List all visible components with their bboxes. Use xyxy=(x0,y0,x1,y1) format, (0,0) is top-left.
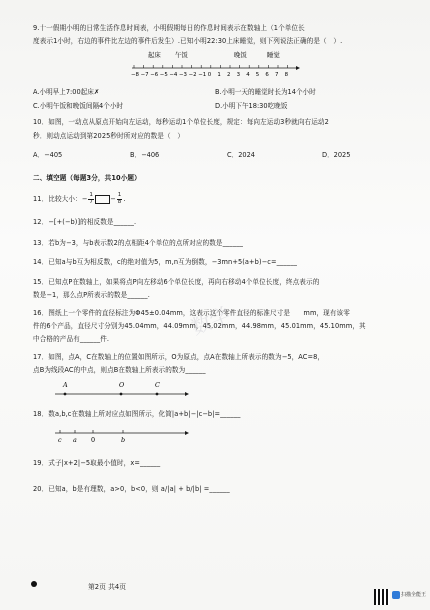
q9-tick-label: 4 xyxy=(246,72,250,78)
section-title: 二、填空题（每题3分，共10小题） xyxy=(33,174,141,182)
q18-label-a: a xyxy=(73,436,77,444)
q9-tick-label: 1 xyxy=(217,72,221,78)
q10-line2: 秒．则动点运动到第2025秒时所对应的数是（ ） xyxy=(33,132,185,140)
q12: 12．−[+(−b)]的相反数是______. xyxy=(33,218,137,226)
q20: 20．已知a，b是有理数，a>0，b<0，则 a/|a| + b/|b| =______ xyxy=(33,485,230,493)
q11-answer-box xyxy=(95,195,110,204)
q9-tick-label: 2 xyxy=(227,72,231,78)
q9-tick-label: 3 xyxy=(236,72,241,78)
q11-frac1: $\frac{1}{7}$ xyxy=(89,192,94,205)
q9-option-d: D.小明下午18:30吃晚饭 xyxy=(215,102,288,110)
q10-option-b: B．−406 xyxy=(130,151,160,159)
q15-line2: 数是−1，那么点P所表示的数是______. xyxy=(33,291,150,299)
q9-tick-label: −5 xyxy=(159,72,168,78)
q18-label-c: c xyxy=(58,436,62,444)
scanner-watermark: 扫描全能王 xyxy=(401,592,427,598)
q9-tick-label: −3 xyxy=(179,72,187,78)
q9-tick-label: −4 xyxy=(169,72,178,78)
q9-option-b: B.小明一天的睡觉时长为14个小时 xyxy=(215,88,316,96)
q9-label-dinner: 晚饭 xyxy=(234,51,247,59)
q9-tick-label: 5 xyxy=(255,72,260,78)
q9-tick-label: 6 xyxy=(265,72,269,78)
q9-option-c: C.小明午饭和晚饭间隔4个小时 xyxy=(33,102,124,110)
q9-label-lunch: 午饭 xyxy=(175,51,188,59)
q17-label-o: O xyxy=(119,381,125,389)
q18-line1: 18．数a,b,c在数轴上所对应点如图所示，化简|a+b|−|c−b|=______ xyxy=(33,410,241,418)
q9-label-wake: 起床 xyxy=(148,51,161,59)
q19: 19．式子|x+2|−5取最小值时，x=______ xyxy=(33,459,161,467)
q16-line3: 中合格的产品有______件. xyxy=(33,335,110,343)
q9-tick-label: −2 xyxy=(188,72,197,78)
q17-label-c: C xyxy=(155,381,160,389)
q9-tick-label: −8 xyxy=(131,72,139,78)
q9-number-line xyxy=(130,50,300,82)
q17-number-line xyxy=(55,380,195,402)
q9-tick-label: −1 xyxy=(198,72,207,78)
q9-tick-label: 7 xyxy=(275,72,279,78)
binding-hole xyxy=(31,581,37,587)
q10-option-c: C．2024 xyxy=(227,151,255,159)
q11-prefix: 11．比较大小：− xyxy=(33,195,88,204)
q13: 13．若b为−3，与b表示数2的点相距4个单位的点所对应的数是______ xyxy=(33,239,244,247)
q9-label-sleep: 睡觉 xyxy=(267,51,280,59)
q10-option-a: A．−405 xyxy=(33,151,63,159)
q14: 14．已知a与b互为相反数，c的绝对值为5，m,n互为倒数，−3mn+5(a+b)−c=______ xyxy=(33,258,297,266)
q10-line1: 10．如图，一动点从原点开始向左运动，每秒运动1个单位长度，规定：每向左运动3秒就向右运动2 xyxy=(33,118,329,126)
q11: 11．比较大小：− $\frac{1}{7}$ − $\frac{1}{8}$ . xyxy=(33,192,126,205)
q16-line2: 件的6个产品，直径尺寸分别为45.04mm，44.09mm，45.02mm，44.98mm，45.01mm，45.10mm，其 xyxy=(33,322,366,330)
q18-label-0: 0 xyxy=(91,436,96,444)
q9-tick-label: 0 xyxy=(207,72,212,78)
q15-line1: 15．已知点P在数轴上，如果将点P向左移动6个单位长度，再向右移动4个单位长度，终点表示的 xyxy=(33,278,320,286)
page-number: 第2页 共4页 xyxy=(88,583,126,591)
q10-option-d: D．2025 xyxy=(322,151,351,159)
q9-line2: 度表示1小时，右边的事件比左边的事件后发生）.已知小明22:30上床睡觉，则下列说法正确的是（ ）. xyxy=(33,37,343,45)
q9-line1: 9.十一假期小明的日常生活作息时间表，小明假期每日的作息时间表示在数轴上（1个单位长 xyxy=(33,24,305,32)
scanner-logo-icon xyxy=(392,591,400,599)
q9-tick-label: 8 xyxy=(284,72,289,78)
q11-frac2: $\frac{1}{8}$ xyxy=(117,192,122,205)
q9-tick-label: −7 xyxy=(140,72,149,78)
q17-line2: 点B为线段AC的中点，则点B在数轴上所表示的数为______ xyxy=(33,366,206,374)
q18-label-b: b xyxy=(121,436,126,444)
q9-tick-label: −6 xyxy=(150,72,159,78)
q16-line1: 16．图纸上一个零件的直径标注为Φ45±0.04mm，这表示这个零件直径的标准尺寸是 mm，现有该零 xyxy=(33,309,350,317)
q18-number-line xyxy=(55,424,195,446)
watermark-stamp: 数学 xyxy=(187,302,234,340)
q17-line1: 17．如图，点A，C在数轴上的位置如图所示，O为原点，点A在数轴上所表示的数为−5，AC=8， xyxy=(33,353,325,361)
q9-option-a: A.小明早上7:00起床✗ xyxy=(33,88,100,96)
qr-code-icon xyxy=(374,589,390,605)
q17-label-a: A xyxy=(63,381,68,389)
